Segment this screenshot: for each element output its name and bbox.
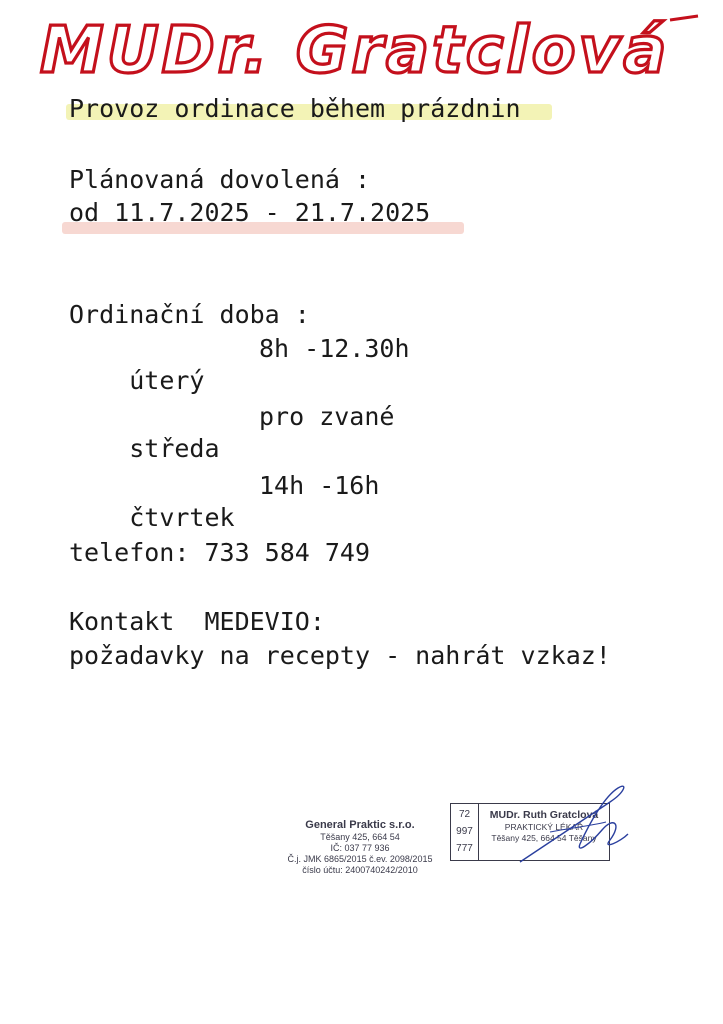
phone-line: telefon: 733 584 749: [69, 538, 371, 567]
doctor-role: PRAKTICKÝ LÉKAŘ: [504, 822, 584, 832]
company-stamp: [280, 818, 440, 876]
handwritten-title: MUDr. Gratclová: [40, 14, 670, 88]
company-name: General Praktic s.r.o.: [305, 819, 415, 831]
handwritten-header: [30, 8, 710, 90]
company-account: číslo účtu: 2400740242/2010: [302, 865, 418, 875]
doctor-address: Těšany 425, 664 54 Těšany: [491, 833, 597, 843]
doctor-code: 777: [456, 843, 473, 854]
vacation-label: Plánovaná dovolená :: [69, 165, 371, 194]
schedule-hours: 14h -16h: [259, 471, 380, 500]
hours-label: Ordinační doba :: [69, 300, 310, 329]
contact-note: požadavky na recepty - nahrát vzkaz!: [69, 641, 611, 670]
subtitle: Provoz ordinace během prázdnin: [69, 94, 521, 123]
schedule-day: středa: [129, 434, 220, 463]
doctor-codes: [451, 804, 479, 860]
doctor-code: 997: [456, 826, 473, 837]
doctor-code: 72: [458, 809, 471, 820]
doctor-name: MUDr. Ruth Gratclová: [489, 809, 599, 821]
vacation-dates: od 11.7.2025 - 21.7.2025: [69, 198, 431, 227]
schedule-hours: 8h -12.30h: [259, 334, 410, 363]
company-ic: IČ: 037 77 936: [330, 843, 390, 853]
accent-stroke: [670, 16, 698, 20]
company-address: Těšany 425, 664 54: [320, 832, 400, 842]
company-registration: Č.j. JMK 6865/2015 č.ev. 2098/2015: [287, 854, 433, 864]
signature-scribble: [510, 782, 640, 872]
contact-label: Kontakt MEDEVIO:: [69, 607, 325, 636]
schedule-day: úterý: [129, 366, 205, 395]
schedule-hours: pro zvané: [259, 402, 395, 431]
schedule-day: čtvrtek: [129, 503, 235, 532]
